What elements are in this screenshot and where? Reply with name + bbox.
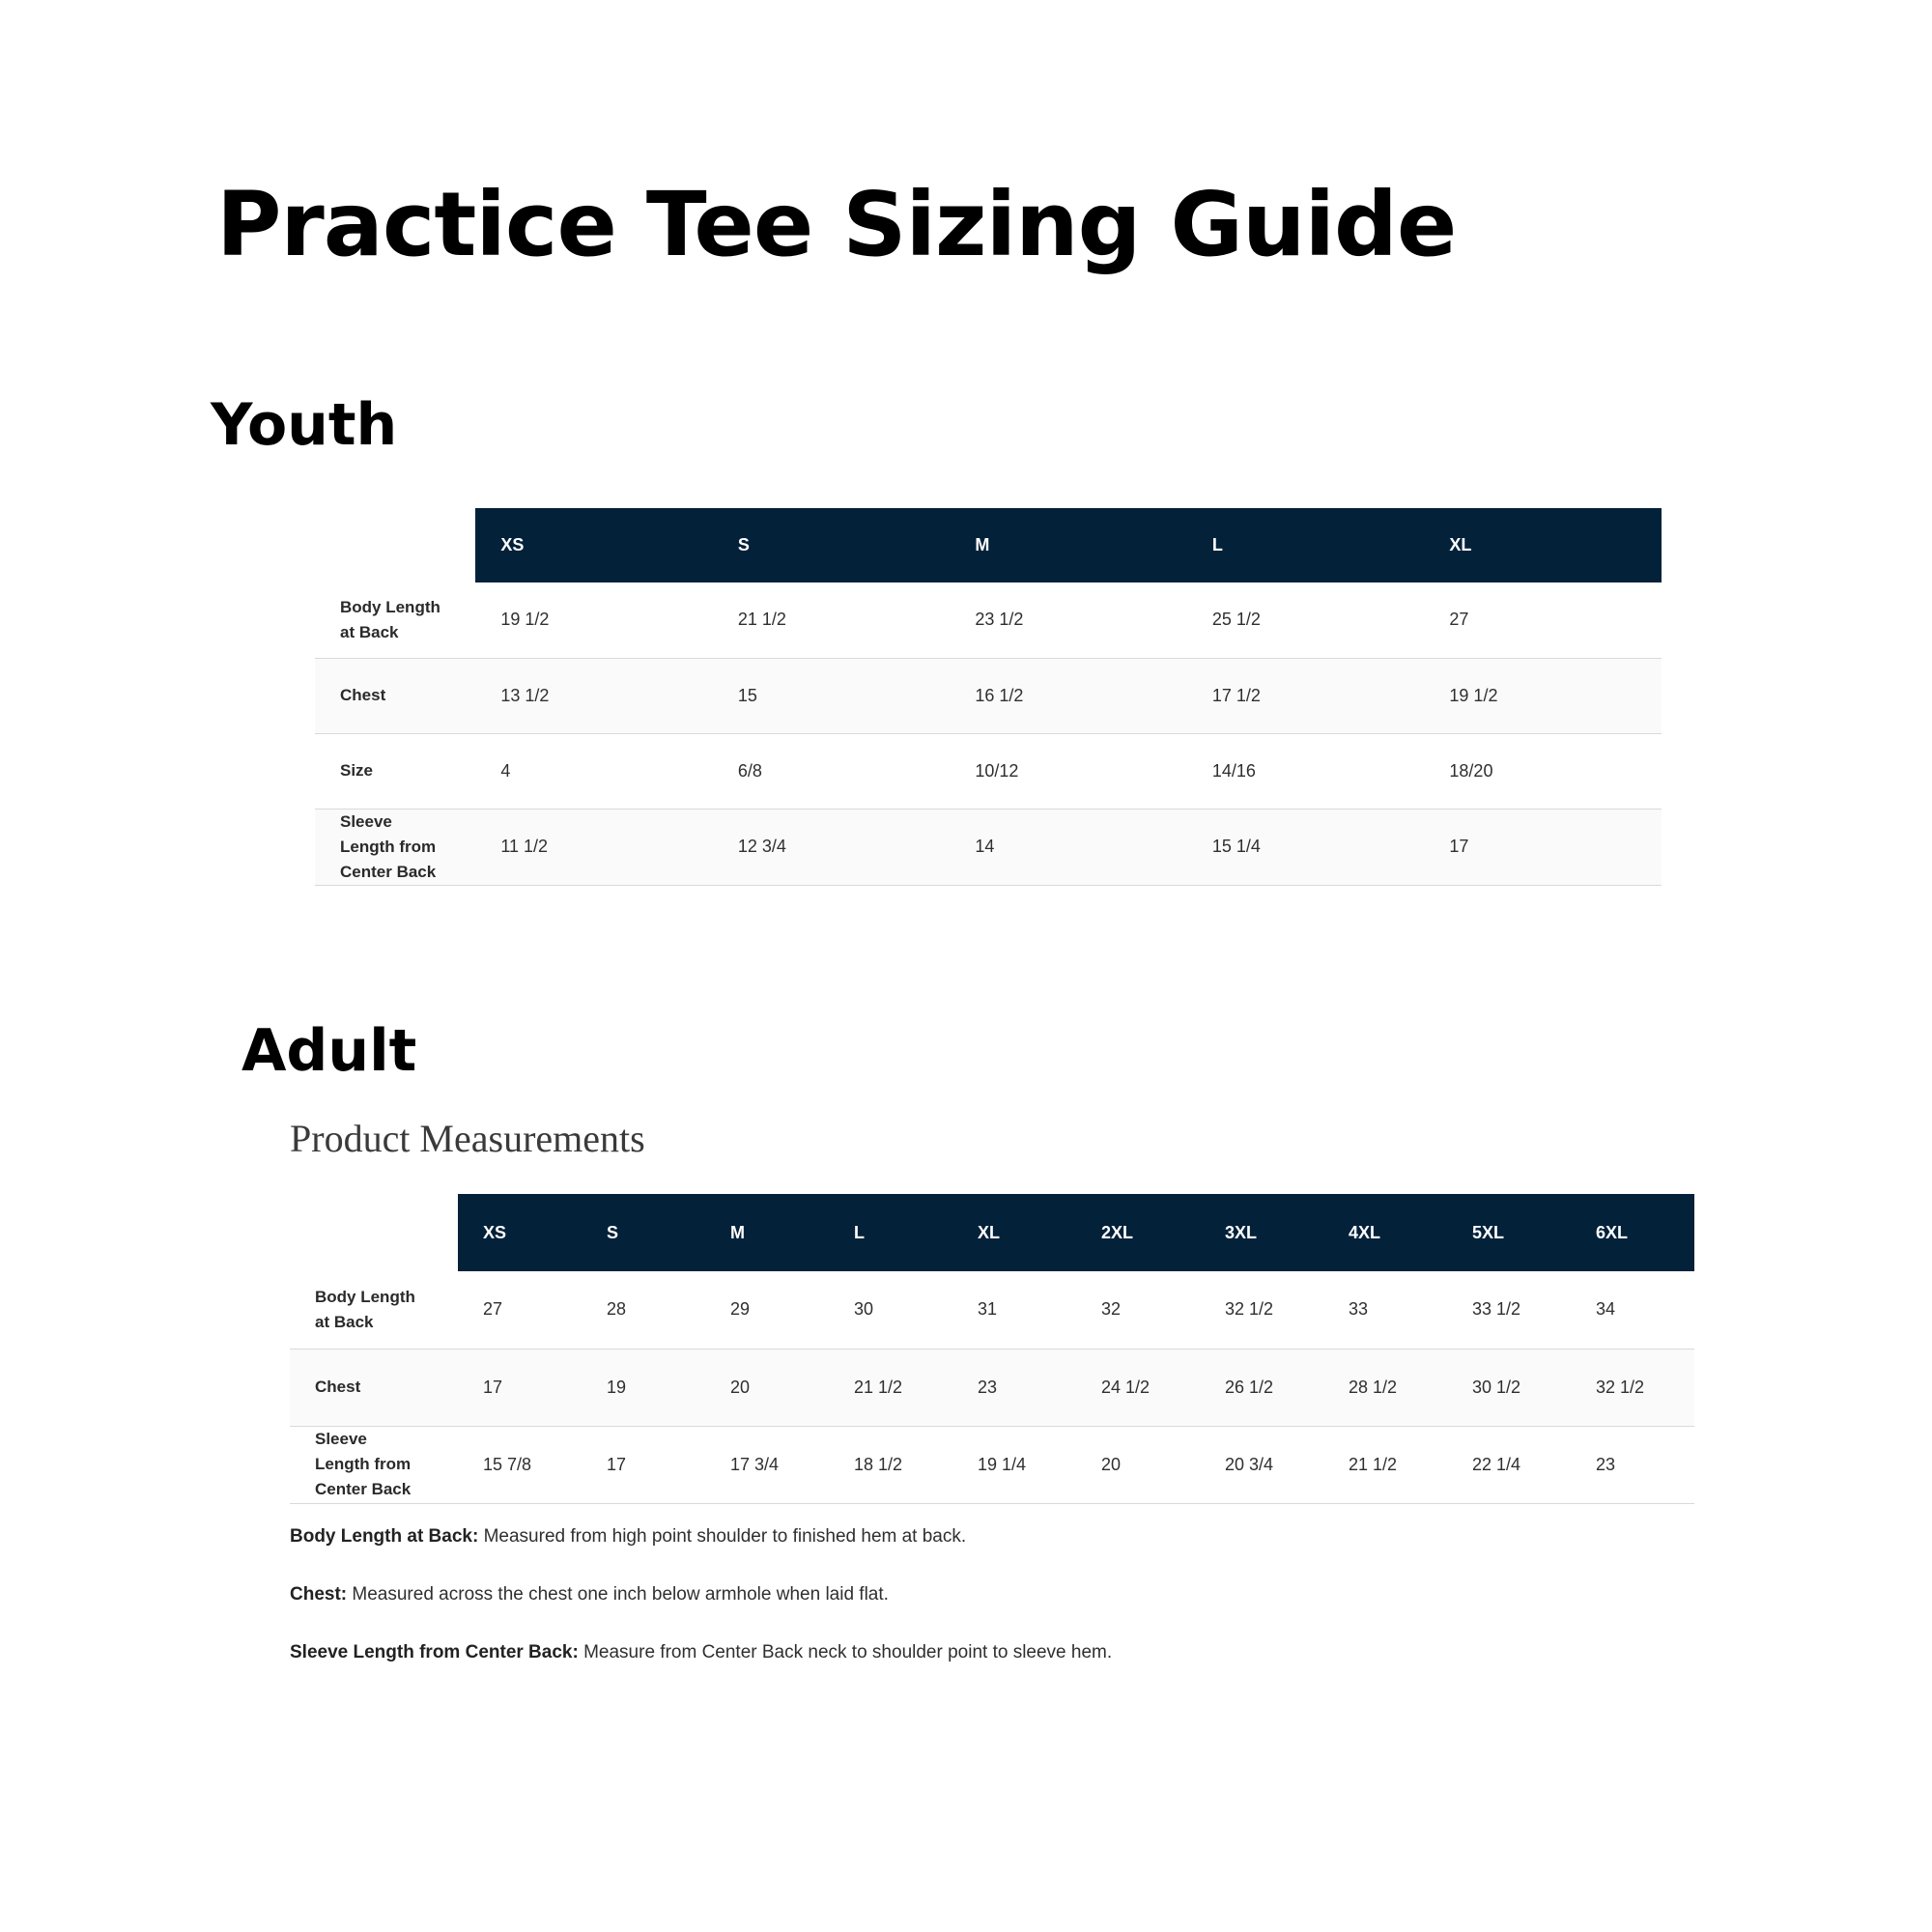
measurement-value: 19 1/4: [978, 1454, 1027, 1474]
measurement-value: 21 1/2: [737, 610, 786, 630]
size-header-cell: S: [582, 1194, 705, 1271]
measurement-label: [290, 1426, 458, 1503]
size-header-cell: 5XL: [1447, 1194, 1571, 1271]
measurement-value: 33: [1349, 1299, 1369, 1320]
table-row: [315, 582, 1662, 658]
size-header-cell: XS: [458, 1194, 582, 1271]
measurement-value: 21 1/2: [854, 1377, 903, 1397]
measurement-value: 32 1/2: [1596, 1377, 1645, 1397]
measurement-note: [290, 1526, 1642, 1548]
adult-header-row: [290, 1194, 1694, 1271]
measurement-label-line: Sleeve: [340, 811, 392, 831]
measurement-value: 13 1/2: [500, 685, 550, 705]
size-header-cell: 4XL: [1323, 1194, 1447, 1271]
measurement-value: 31: [978, 1299, 998, 1320]
measurement-value: 17: [1449, 837, 1469, 856]
measurement-value: 33 1/2: [1472, 1299, 1521, 1320]
measurement-label-line: at Back: [340, 622, 399, 641]
size-header-cell: 3XL: [1200, 1194, 1323, 1271]
page-title: Practice Tee Sizing Guide: [216, 173, 1457, 276]
measurement-value: 28: [607, 1299, 627, 1320]
measurement-label-line: Body Length: [340, 597, 440, 616]
measurement-label-line: Body Length: [315, 1287, 415, 1306]
size-header-cell: 6XL: [1571, 1194, 1694, 1271]
note-text: Measured from high point shoulder to finished hem at back.: [478, 1526, 967, 1547]
measurement-label-line: Chest: [315, 1378, 361, 1396]
measurement-value: 23: [1596, 1454, 1616, 1474]
measurement-value: 26 1/2: [1225, 1377, 1274, 1397]
size-header-cell: L: [1187, 508, 1425, 582]
measurement-label-line: Chest: [340, 686, 386, 704]
measurement-value: 17: [483, 1377, 503, 1397]
measurement-value: 11 1/2: [500, 837, 549, 856]
header-corner-cell: [315, 508, 475, 582]
measurement-value: 32: [1101, 1299, 1122, 1320]
measurement-value: 27: [483, 1299, 503, 1320]
note-term: Sleeve Length from Center Back:: [290, 1642, 579, 1662]
table-row: [315, 658, 1662, 733]
size-header-cell: XL: [1424, 508, 1662, 582]
measurement-value: 32 1/2: [1225, 1299, 1274, 1320]
measurement-label-line: at Back: [315, 1312, 374, 1331]
measurement-value: 17: [607, 1454, 627, 1474]
measurement-value: 21 1/2: [1349, 1454, 1398, 1474]
measurement-value: 16 1/2: [975, 685, 1024, 705]
measurement-value: 18 1/2: [854, 1454, 903, 1474]
note-text: Measure from Center Back neck to shoulder point to sleeve hem.: [578, 1642, 1113, 1662]
measurement-value: 20 3/4: [1225, 1454, 1274, 1474]
measurement-value: 20: [730, 1377, 751, 1397]
measurement-label: [315, 582, 475, 658]
adult-section-title: Adult: [242, 1017, 417, 1085]
measurement-value: 20: [1101, 1454, 1122, 1474]
measurement-value: 15 7/8: [483, 1454, 532, 1474]
size-header-cell: XL: [952, 1194, 1076, 1271]
size-header-cell: M: [705, 1194, 829, 1271]
measurement-value: 18/20: [1449, 760, 1493, 781]
measurement-value: 34: [1596, 1299, 1616, 1320]
measurement-value: 22 1/4: [1472, 1454, 1521, 1474]
table-row: [290, 1426, 1694, 1503]
measurement-value: 28 1/2: [1349, 1377, 1398, 1397]
measurement-value: 17 3/4: [730, 1454, 780, 1474]
size-header-cell: 2XL: [1076, 1194, 1200, 1271]
measurement-value: 6/8: [737, 760, 762, 781]
measurement-value: 15: [737, 685, 757, 705]
measurement-value: 23 1/2: [975, 610, 1024, 630]
size-header-cell: L: [829, 1194, 952, 1271]
measurement-value: 14: [975, 837, 995, 856]
product-measurements-heading: Product Measurements: [290, 1117, 645, 1160]
note-text: Measured across the chest one inch below armhole when laid flat.: [347, 1584, 889, 1605]
measurement-value: 10/12: [975, 760, 1019, 781]
measurement-label: [315, 658, 475, 733]
measurement-label-line: Center Back: [315, 1480, 412, 1498]
measurement-value: 4: [500, 760, 511, 781]
measurement-value: 29: [730, 1299, 751, 1320]
measurement-label: [315, 809, 475, 885]
measurement-label-line: Length from: [340, 837, 437, 856]
measurement-label: [290, 1349, 458, 1426]
measurement-label: [315, 733, 475, 809]
measurement-value: 19: [607, 1377, 627, 1397]
measurement-label-line: Size: [340, 761, 374, 780]
measurement-notes: [290, 1526, 1642, 1700]
measurement-note: [290, 1584, 1642, 1605]
youth-section-title: Youth: [211, 391, 398, 459]
youth-table-header: [315, 508, 1662, 582]
adult-size-table: [290, 1194, 1694, 1504]
measurement-value: 15 1/4: [1211, 837, 1261, 856]
size-header-cell: S: [713, 508, 951, 582]
table-row: [315, 733, 1662, 809]
table-row: [290, 1271, 1694, 1349]
size-header-cell: XS: [475, 508, 713, 582]
size-header-cell: M: [950, 508, 1187, 582]
measurement-label-line: Sleeve: [315, 1430, 367, 1448]
measurement-value: 23: [978, 1377, 998, 1397]
note-term: Body Length at Back:: [290, 1526, 479, 1547]
measurement-label-line: Center Back: [340, 862, 437, 881]
measurement-value: 25 1/2: [1211, 610, 1261, 630]
measurement-value: 17 1/2: [1211, 685, 1261, 705]
measurement-label-line: Length from: [315, 1455, 412, 1473]
measurement-value: 19 1/2: [1449, 685, 1498, 705]
table-row: [315, 809, 1662, 885]
measurement-value: 24 1/2: [1101, 1377, 1151, 1397]
measurement-value: 27: [1449, 610, 1469, 630]
measurement-value: 19 1/2: [500, 610, 550, 630]
youth-header-row: [315, 508, 1662, 582]
measurement-value: 14/16: [1211, 760, 1256, 781]
youth-size-table: [315, 508, 1662, 886]
measurement-value: 30: [854, 1299, 874, 1320]
measurement-label: [290, 1271, 458, 1349]
note-term: Chest:: [290, 1584, 348, 1605]
measurement-note: [290, 1642, 1642, 1663]
header-corner-cell: [290, 1194, 458, 1271]
measurement-value: 12 3/4: [737, 837, 786, 856]
adult-table-header: [290, 1194, 1694, 1271]
measurement-value: 30 1/2: [1472, 1377, 1521, 1397]
table-row: [290, 1349, 1694, 1426]
